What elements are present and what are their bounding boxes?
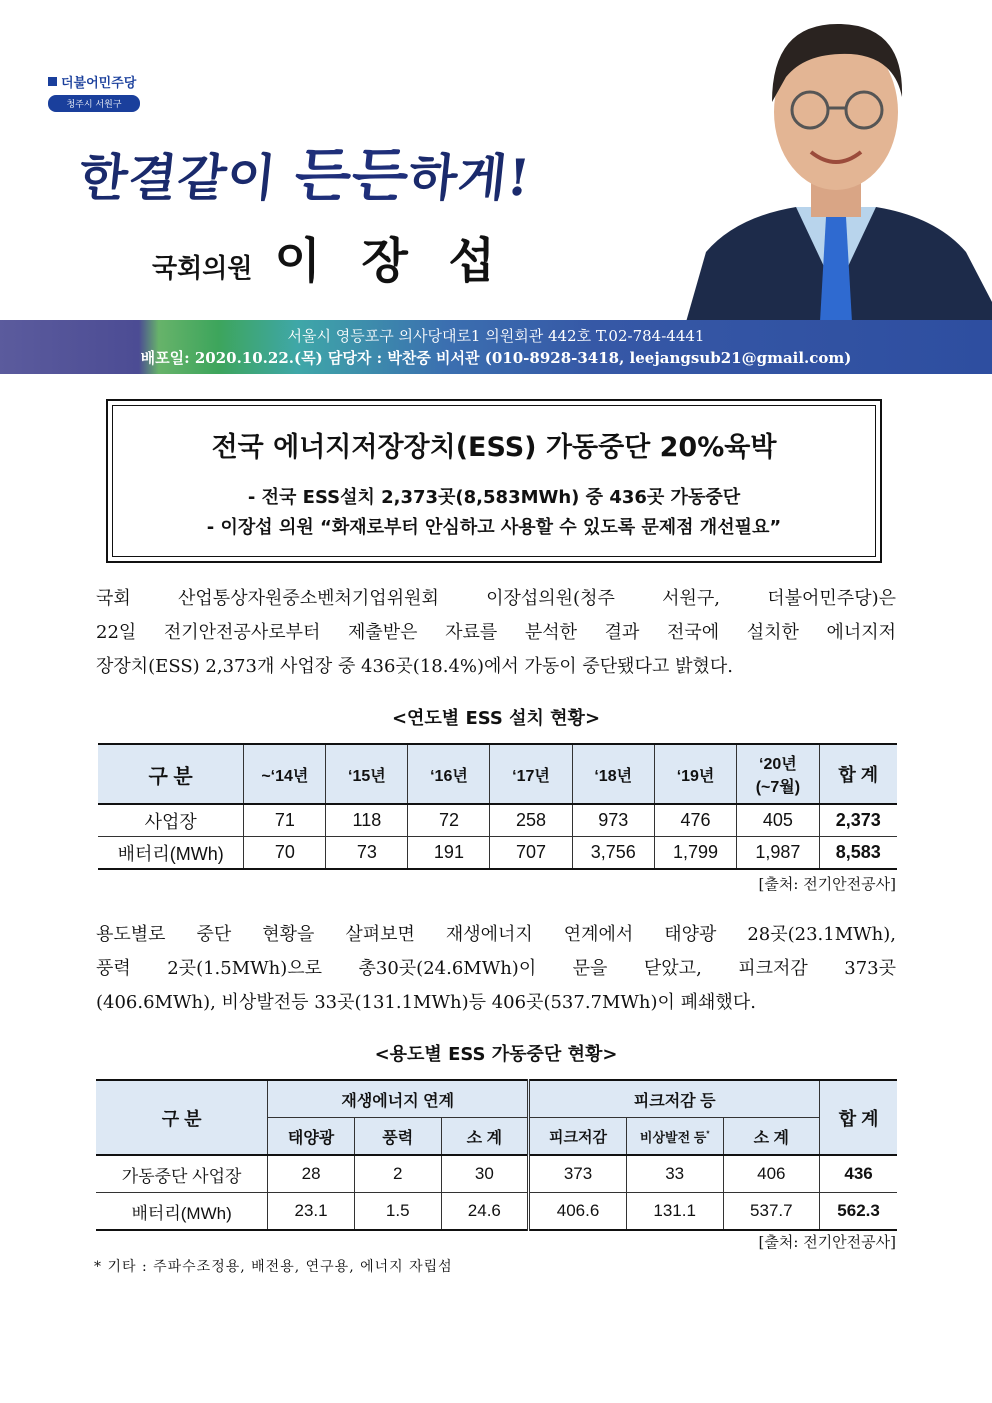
portrait-image <box>676 2 992 322</box>
party-name: 더불어민주당 <box>48 72 144 91</box>
table2-caption: <용도별 ESS 가동중단 현황> <box>374 1044 618 1065</box>
table-header: 비상발전 등* <box>626 1118 723 1156</box>
member-name: 이 장 섭 <box>274 233 507 289</box>
table-header: 피크저감 등 <box>529 1080 820 1118</box>
table-row: 배터리(MWh) 23.1 1.5 24.6 406.6 131.1 537.7 562.3 <box>96 1193 897 1231</box>
member-title: 국회의원 이 장 섭 <box>152 233 507 289</box>
table-header: ‘20년 (~7월) <box>737 744 819 804</box>
table-header: ~‘14년 <box>244 744 326 804</box>
member-portrait <box>676 2 992 322</box>
table1-source: [출처: 전기안전공사] <box>758 875 896 893</box>
table-header: ‘17년 <box>490 744 572 804</box>
subheadline-1: - 전국 ESS설치 2,373곳(8,583MWh) 중 436곳 가동중단 <box>247 487 741 508</box>
table-header: ‘18년 <box>572 744 654 804</box>
table-header: 소 계 <box>441 1118 529 1156</box>
table-header: 재생에너지 연계 <box>268 1080 529 1118</box>
contact-banner <box>0 320 992 374</box>
release-info: 배포일: 2020.10.22.(목) 담당자 : 박찬중 비서관 (010-8928-3418, leejangsub21@gmail.com) <box>140 349 852 367</box>
district-badge: 청주시 서원구 <box>48 95 140 112</box>
table2-source: [출처: 전기안전공사] <box>758 1233 896 1251</box>
headline: 전국 에너지저장장치(ESS) 가동중단 20%육박 <box>211 432 777 463</box>
table-header: 합 계 <box>820 1080 897 1155</box>
table-header: ‘15년 <box>326 744 408 804</box>
slogan: 한결같이 든든하게! <box>76 141 534 209</box>
table-header: 풍력 <box>354 1118 441 1156</box>
table-row: 가동중단 사업장 28 2 30 373 33 406 436 <box>96 1155 897 1193</box>
subheadline-2: - 이장섭 의원 “화재로부터 안심하고 사용할 수 있도록 문제점 개선필요” <box>206 517 782 538</box>
party-logo-icon <box>48 77 57 86</box>
usage-shutdown-table <box>96 1079 897 1231</box>
footnote: * 기타 : 주파수조정용, 배전용, 연구용, 에너지 자립섬 <box>94 1259 453 1275</box>
table1-caption: <연도별 ESS 설치 현황> <box>391 708 601 729</box>
table-row: 사업장 71 118 72 258 973 476 405 2,373 <box>98 804 897 837</box>
table-header: ‘16년 <box>408 744 490 804</box>
usage-paragraph: 용도별로 중단 현황을 살펴보면 재생에너지 연계에서 태양광 28곳(23.1MWh), 풍력 2곳(1.5MWh)으로 총30곳(24.6MWh)이 문을 닫았고, 피크저감 373곳 (406.6MWh), 비상발전등 33곳(131.1MWh)등 406곳(537.7MWh)이 폐쇄했다. <box>96 924 896 1013</box>
table-header: 소 계 <box>723 1118 820 1156</box>
table-header: 태양광 <box>268 1118 355 1156</box>
table-header: 구 분 <box>96 1080 268 1155</box>
office-address: 서울시 영등포구 의사당대로1 의원회관 442호 T.02-784-4441 <box>287 327 705 345</box>
table-row: 배터리(MWh) 70 73 191 707 3,756 1,799 1,987 8,583 <box>98 837 897 870</box>
table-header: 구 분 <box>98 744 244 804</box>
intro-paragraph: 국회 산업통상자원중소벤처기업위원회 이장섭의원(청주 서원구, 더불어민주당)은 22일 전기안전공사로부터 제출받은 자료를 분석한 결과 전국에 설치한 에너지저 장장치(ESS) 2,373개 사업장 중 436곳(18.4%)에서 가동이 중단됐다고 밝혔다. <box>96 588 896 677</box>
headline-box <box>106 399 882 563</box>
table-header: 합 계 <box>819 744 897 804</box>
table-header: ‘19년 <box>654 744 736 804</box>
yearly-installation-table <box>98 743 897 870</box>
party-logo <box>48 72 144 112</box>
table-header: 피크저감 <box>529 1118 627 1156</box>
